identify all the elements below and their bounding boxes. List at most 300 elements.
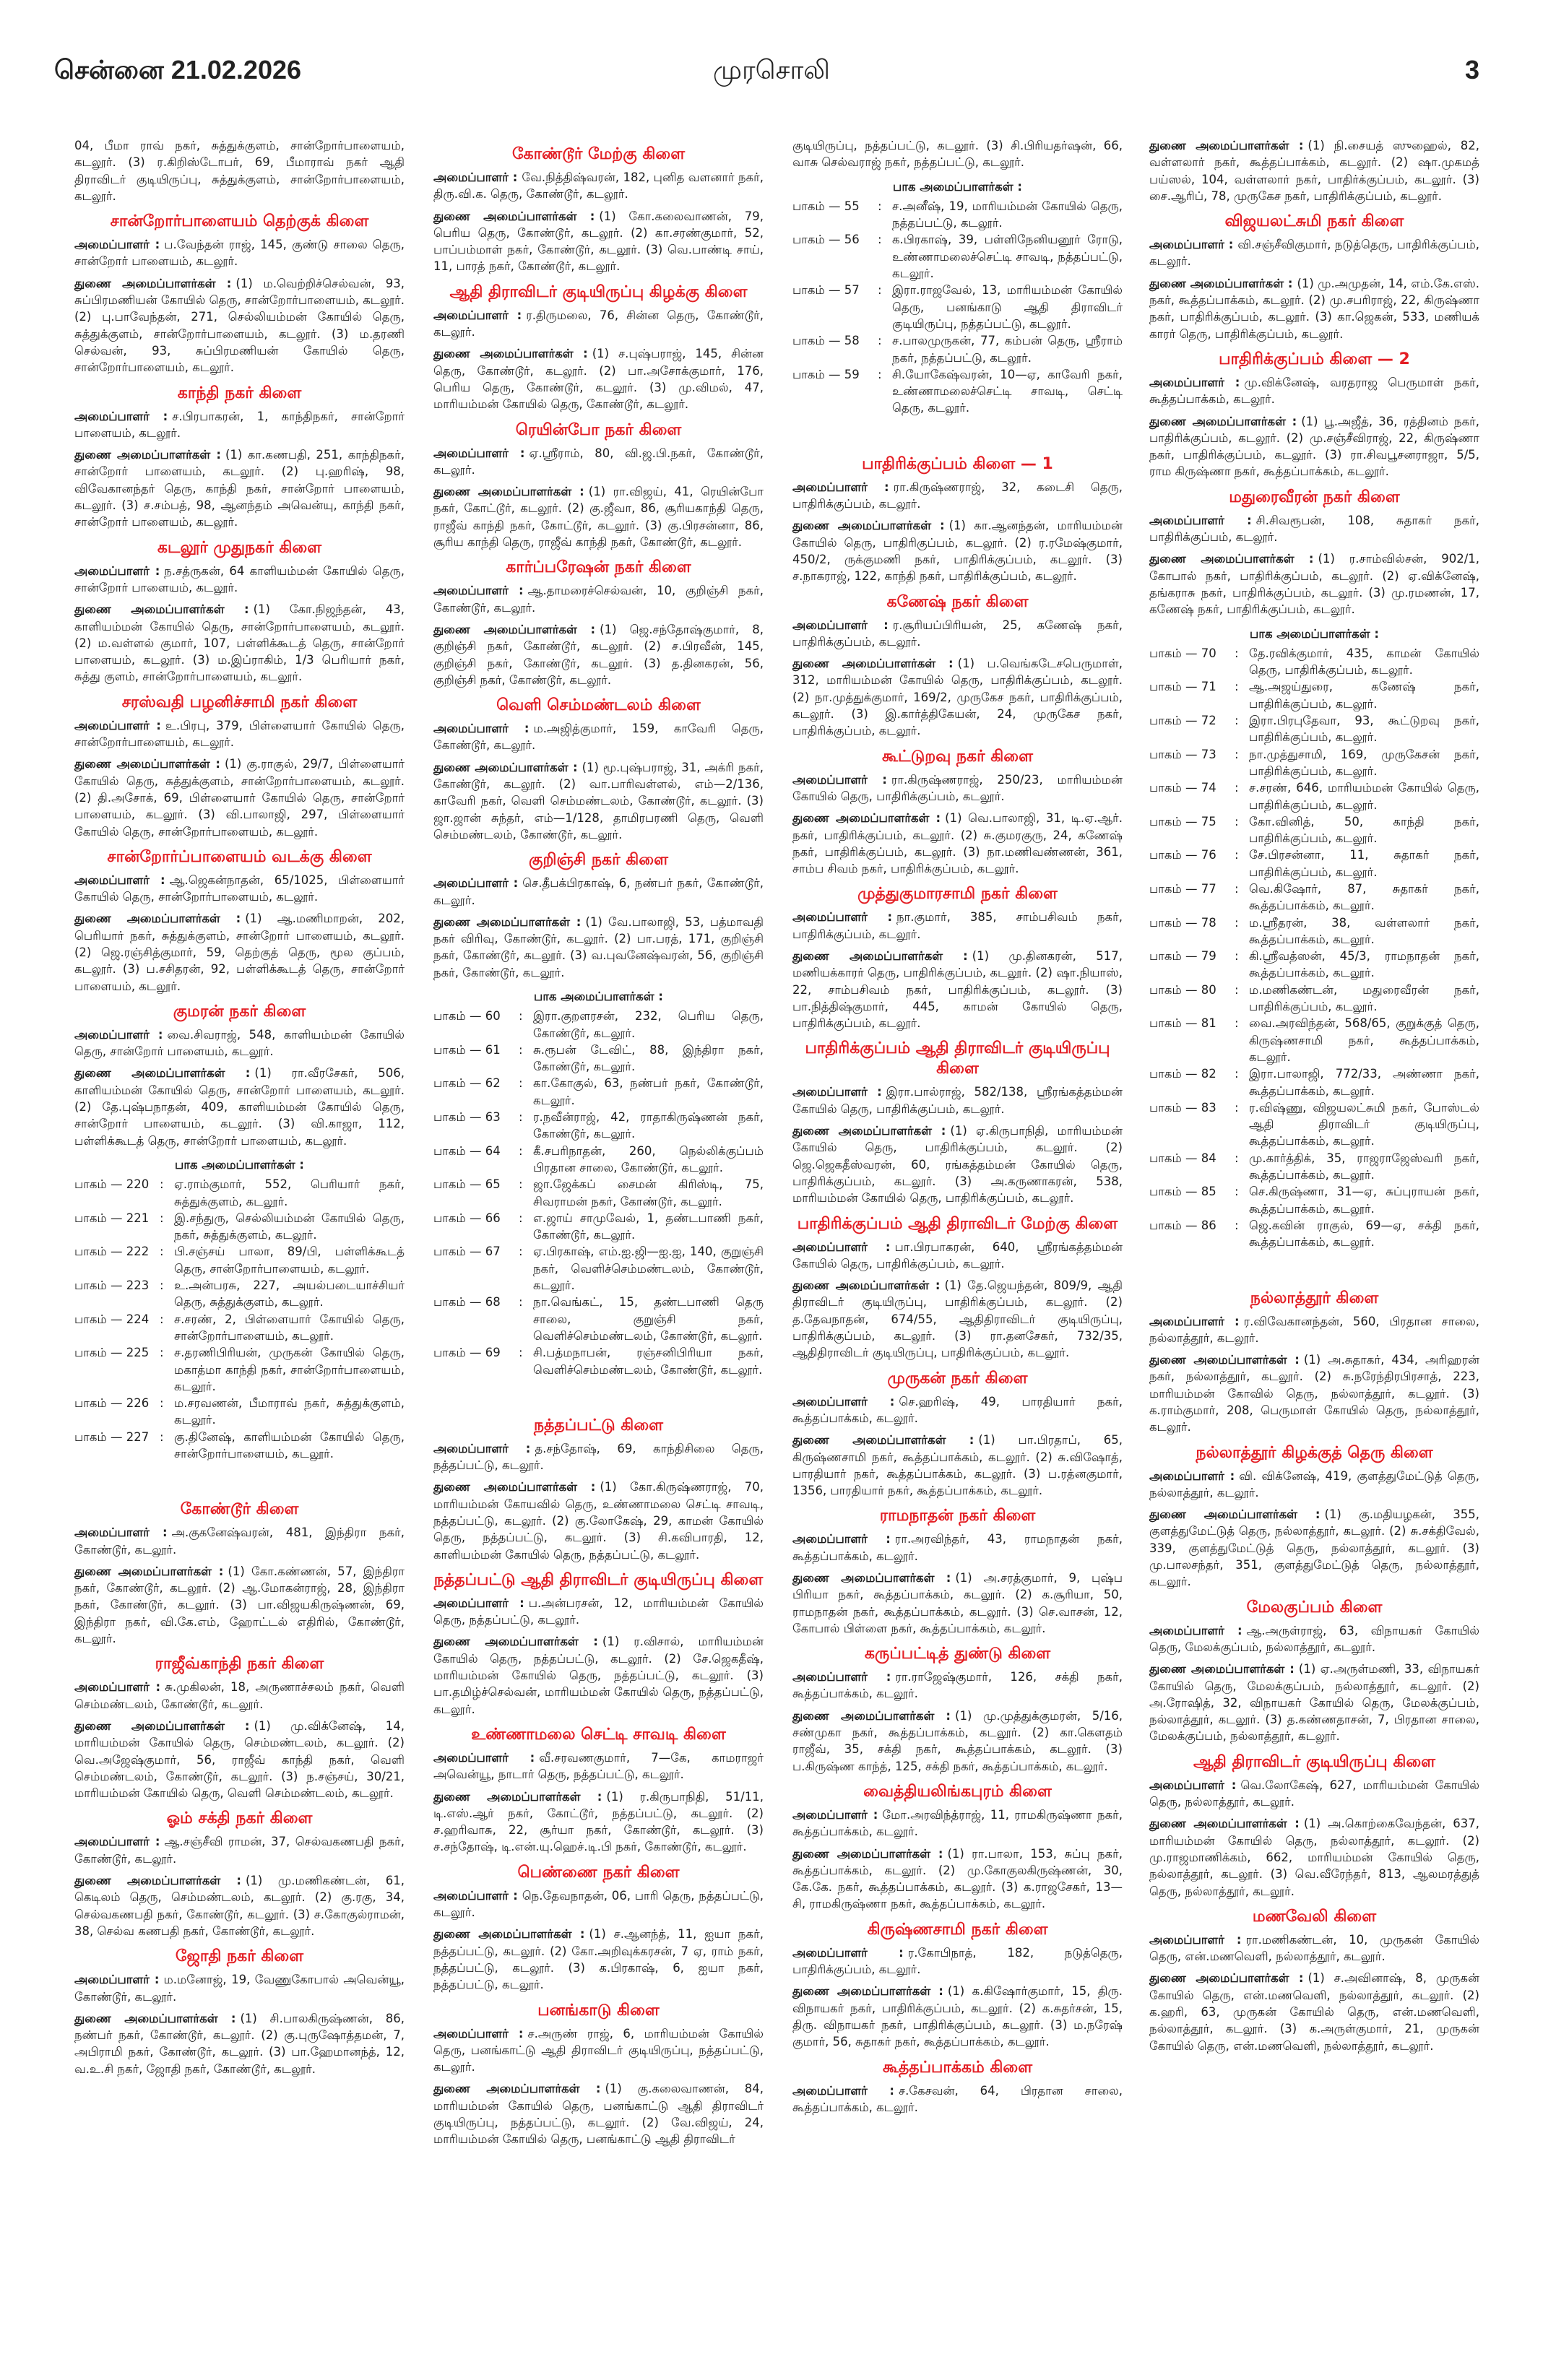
- deputies-details: (1) கு.மதியழகன், 355, குளத்துமேட்டுத் தெரு, நல்லாத்தூர், கடலூர். (2) சு.சக்திவேல், 339, குளத்துமேட்டுத் தெரு, நல்லாத்தூர், கடலூர். (3) மு.பாலசந்தர், 351, குளத்துமேட்டுத் தெரு, நல்லாத்தூர், கடலூர்.: [1149, 1507, 1479, 1589]
- booth-colon: :: [1235, 714, 1239, 728]
- booth-row: [1149, 1099, 1479, 1150]
- deputy-organizers-entry: [433, 1633, 764, 1717]
- deputy-organizers-entry: [433, 914, 764, 981]
- organizer-details: ர.விவேகானந்தன், 560, பிரதான சாலை, நல்லாத்தூர், கடலூர்.: [1149, 1314, 1479, 1345]
- booth-row: [1149, 948, 1479, 982]
- branch-heading: பாதிரிக்குப்பம் கிளை — 2: [1219, 350, 1410, 368]
- booth-organizers-list: [792, 178, 1123, 417]
- deputies-details: (1) ரா.பாலா, 153, சுப்பு நகர், கூத்தப்பாக்கம், கடலூர். (2) மு.கோகுலகிருஷ்ணன், 30, கே.கே. நகர், கூத்தப்பாக்கம், கடலூர். (3) க.ராஜசேகர், 13—சி, ராமகிருஷ்ணா நகர், கூத்தப்பாக்கம், கடலூர்.: [792, 1846, 1123, 1911]
- deputy-organizers-entry: [1149, 413, 1479, 480]
- deputy-organizers-entry: [433, 759, 764, 843]
- deputies-details: (1) அ.சுதாகர், 434, அரிஹரன் நகர், நல்லாத்தூர், கடலூர். (2) சு.நரேந்திரபிரசாத், 223, மாரியம்மன் கோவில் தெரு, நல்லாத்தூர், கடலூர். (3) க.ராம்குமார், 208, பெருமாள் கோயில் தெரு, நல்லாத்தூர், கடலூர்.: [1149, 1353, 1479, 1435]
- booth-row: [433, 1143, 764, 1177]
- organizer-details: ச.கேசவன், 64, பிரதான சாலை, கூத்தப்பாக்கம், கடலூர்.: [792, 2083, 1123, 2114]
- deputies-label: துணை அமைப்பாளர்கள் :: [792, 519, 945, 533]
- deputy-organizers-entry: [433, 345, 764, 412]
- organizer-label: அமைப்பாளர் :: [792, 2083, 894, 2098]
- organizer-entry: [74, 717, 405, 751]
- column-4: [1149, 137, 1479, 2059]
- organizer-entry: [1149, 236, 1479, 270]
- booth-row: [433, 1042, 764, 1076]
- booth-colon: :: [160, 1346, 164, 1360]
- organizer-details: ரா.அரவிந்தர், 43, ராமநாதன் நகர், கூத்தப்பாக்கம், கடலூர்.: [792, 1532, 1123, 1563]
- deputies-label: துணை அமைப்பாளர்கள் :: [1149, 1507, 1321, 1522]
- branch-heading: குமரன் நகர் கிளை: [173, 1002, 306, 1021]
- deputy-organizers-entry: [792, 1432, 1123, 1499]
- deputies-label: துணை அமைப்பாளர்கள் :: [433, 347, 588, 361]
- branch-heading: நத்தப்பட்டு கிளை: [533, 1416, 664, 1435]
- booth-organizer: ம.மணிகண்டன், மதுரைவீரன் நகர், பாதிரிக்குப்பம், கடலூர்.: [1249, 982, 1479, 1014]
- deputy-organizers-entry: [792, 1708, 1123, 1775]
- booth-number: பாகம் — 75: [1149, 814, 1216, 828]
- booth-colon: :: [1235, 1067, 1239, 1081]
- deputy-organizers-entry: [792, 655, 1123, 739]
- deputies-label: துணை அமைப்பாளர்கள் :: [1149, 1353, 1300, 1367]
- booth-colon: :: [1235, 915, 1239, 930]
- organizer-label: அமைப்பாளர் :: [433, 446, 525, 460]
- organizer-entry: [792, 2082, 1123, 2116]
- organizer-details: செ.ஹரிஷ், 49, பாரதியார் நகர், கூத்தப்பாக்கம், கடலூர்.: [792, 1394, 1123, 1425]
- deputy-organizers-entry: [74, 1065, 405, 1148]
- organizer-details: வை.சிவராஜ், 548, காளியம்மன் கோயில் தெரு, சான்றோர் பாளையம், கடலூர்.: [74, 1027, 405, 1059]
- organizer-label: அமைப்பாளர் :: [74, 1027, 163, 1042]
- deputies-details: (1) கோ.நிஜந்தன், 43, காளியம்மன் கோயில் தெரு, சான்றோர்பாளையம், கடலூர். (2) ம.வள்ளல் குமார், 107, பள்ளிக்கூடத் தெரு, சான்றோர் பாளையம், கடலூர். (3) ம.இப்ராகிம், 1/3 பெரியார் நகர், சுத்து குளம், சான்றோர்பாளையம், கடலூர்.: [74, 602, 405, 684]
- organizer-entry: [433, 2025, 764, 2076]
- organizer-label: அமைப்பாளர் :: [792, 1239, 891, 1254]
- organizer-entry: [74, 1833, 405, 1867]
- organizer-entry: [433, 875, 764, 909]
- organizer-label: அமைப்பாளர் :: [1149, 1468, 1235, 1483]
- organizer-label: அமைப்பாளர் :: [433, 1750, 535, 1765]
- deputy-organizers-entry: [433, 2080, 764, 2147]
- organizer-label: அமைப்பாளர் :: [1149, 1778, 1237, 1792]
- deputies-label: துணை அமைப்பாளர்கள் :: [1149, 414, 1297, 428]
- organizer-details: வி.சஞ்சீவிகுமார், நடுத்தெரு, பாதிரிக்குப்பம், கடலூர்.: [1149, 238, 1479, 269]
- deputy-organizers-entry: [74, 275, 405, 376]
- branch-heading: ராமநாதன் நகர் கிளை: [879, 1507, 1036, 1526]
- organizer-entry: [433, 582, 764, 616]
- booth-colon: :: [519, 1009, 523, 1024]
- booth-organizer: இரா.குறளரசன், 232, பெரிய தெரு, கோண்டூர், கடலூர்.: [533, 1009, 764, 1040]
- organizer-label: அமைப்பாளர் :: [792, 1945, 904, 1960]
- booth-number: பாகம் — 74: [1149, 781, 1216, 795]
- booth-organizer: கி.ஸ்ரீவத்ஸன், 45/3, ராமநாதன் நகர், கூத்தப்பாக்கம், கடலூர்.: [1249, 949, 1479, 980]
- booth-number: பாகம் — 73: [1149, 747, 1216, 761]
- deputies-label: துணை அமைப்பாளர்கள் :: [792, 1846, 943, 1861]
- organizer-entry: [792, 771, 1123, 805]
- organizer-entry: [433, 445, 764, 479]
- branch-heading: சான்றோர்ப்பாளையம் வடக்கு கிளை: [107, 847, 372, 866]
- booth-colon: :: [1235, 646, 1239, 660]
- booth-organizer: ச.தரணிபிரியன், முருகன் கோயில் தெரு, மகாத்மா காந்தி நகர், சான்றோர்பாளையம், கடலூர்.: [174, 1346, 405, 1393]
- organizer-details: ர.கோபிநாத், 182, நடுத்தெரு, பாதிரிக்குப்பம், கடலூர்.: [792, 1945, 1123, 1977]
- booth-number: பாகம் — 221: [74, 1211, 150, 1225]
- organizer-label: அமைப்பாளர் :: [1149, 1623, 1242, 1637]
- organizer-details: பா.பிரபாகரன், 640, ஸ்ரீரங்கத்தம்மன் கோயில் தெரு, பாதிரிக்குப்பம், கடலூர்.: [792, 1239, 1123, 1271]
- deputy-organizers-entry: [433, 1926, 764, 1993]
- booth-organizer: மு.கார்த்திக், 35, ராஜராஜேஸ்வரி நகர், கூத்தப்பாக்கம், கடலூர்.: [1249, 1151, 1479, 1182]
- organizer-details: வெ.லோகேஷ், 627, மாரியம்மன் கோயில் தெரு, நல்லாத்தூர், கடலூர்.: [1149, 1778, 1479, 1809]
- booth-number: பாகம் — 68: [433, 1295, 501, 1310]
- booth-row: [1149, 1150, 1479, 1184]
- booth-colon: :: [1235, 1100, 1239, 1115]
- deputies-label: துணை அமைப்பாளர்கள் :: [74, 757, 220, 771]
- booth-colon: :: [160, 1429, 164, 1444]
- deputies-label: துணை அமைப்பாளர்கள் :: [1149, 1662, 1295, 1676]
- booth-colon: :: [878, 199, 882, 213]
- booth-organizer: ஜெ.கவின் ராகுல், 69—ஏ, சக்தி நகர், கூத்தப்பாக்கம், கடலூர்.: [1249, 1218, 1479, 1250]
- booth-row: [1149, 678, 1479, 712]
- booth-number: பாகம் — 79: [1149, 949, 1216, 964]
- deputies-label: துணை அமைப்பாளர்கள் :: [433, 914, 582, 929]
- organizer-entry: [74, 563, 405, 597]
- deputies-details: (1) பா.பிரதாப், 65, கிருஷ்ணசாமி நகர், கூத்தப்பாக்கம், கடலூர். (2) சு.விஷோத், பாரதியார் நகர், கூத்தப்பாக்கம், கடலூர். (3) ப.ரத்னகுமார், 1356, பாரதியார் நகர், கூத்தப்பாக்கம், கடலூர்.: [792, 1433, 1123, 1498]
- organizer-label: அமைப்பாளர் :: [433, 1441, 531, 1455]
- branch-heading: ஜோதி நகர் கிளை: [175, 1947, 304, 1966]
- deputies-label: துணை அமைப்பாளர்கள் :: [433, 209, 595, 223]
- organizer-details: ச.அருண் ராஜ், 6, மாரியம்மன் கோயில் தெரு, பனங்காட்டு ஆதி திராவிடர் குடியிருப்பு, நத்தப்பட்டு, கடலூர்.: [433, 2026, 764, 2074]
- organizer-entry: [1149, 512, 1479, 546]
- booth-number: பாகம் — 80: [1149, 982, 1216, 997]
- deputies-details: (1) ஏ.அருள்மணி, 33, விநாயகர் கோயில் தெரு, மேலக்குப்பம், நல்லாத்தூர், கடலூர். (2) அ.ரோஷித், 32, விநாயகர் கோயில் தெரு, மேலக்குப்பம், நல்லாத்தூர், கடலூர். (3) த.கண்ணதாசன், 7, பிரதான சாலை, மேலக்குப்பம், நல்லாத்தூர், கடலூர்.: [1149, 1662, 1479, 1744]
- organizer-details: ஆ.ஜெகன்நாதன், 65/1025, பிள்ளையார் கோயில் தெரு, சான்றோர்பாளையம், கடலூர்.: [74, 873, 405, 904]
- deputies-details: (1) ப.வெங்கடேசபெருமாள், 312, மாரியம்மன் கோயில் தெரு, பாதிரிக்குப்பம், கடலூர். (2) நா.முத்துக்குமார், 169/2, முருகேச நகர், பாதிரிக்குப்பம், கடலூர். (3) இ.கார்த்திகேயன், 24, முருகேச நகர், பாதிரிக்குப்பம், கடலூர்.: [792, 657, 1123, 738]
- organizer-label: அமைப்பாளர் :: [792, 618, 889, 632]
- booth-organizer: ஜா.ஜேக்கப் சைமன் கிரிஸ்டி, 75, சிவராமன் நகர், கோண்டூர், கடலூர்.: [533, 1177, 764, 1208]
- organizer-details: ந.சத்ருகன், 64 காளியம்மன் கோயில் தெரு, சான்றோர் பாளையம், கடலூர்.: [74, 563, 405, 594]
- booth-number: பாகம் — 223: [74, 1278, 150, 1293]
- branch-heading: கிருஷ்ணசாமி நகர் கிளை: [867, 1920, 1048, 1939]
- deputies-label: துணை அமைப்பாளர்கள் :: [74, 1564, 224, 1578]
- organizer-entry: [74, 1971, 405, 2005]
- booth-number: பாகம் — 66: [433, 1211, 501, 1225]
- booth-organizer: ச.சரண், 646, மாரியம்மன் கோயில் தெரு, பாதிரிக்குப்பம், கடலூர்.: [1249, 781, 1479, 812]
- branch-heading: பாதிரிக்குப்பம் ஆதி திராவிடர் குடியிருப்பு கிளை: [805, 1039, 1110, 1078]
- booth-number: பாகம் — 83: [1149, 1100, 1216, 1115]
- booth-colon: :: [1235, 781, 1239, 795]
- organizer-label: அமைப்பாளர் :: [433, 170, 518, 184]
- organizer-label: அமைப்பாளர் :: [74, 1973, 160, 1987]
- organizer-entry: [792, 617, 1123, 651]
- deputies-label: துணை அமைப்பாளர்கள் :: [1149, 276, 1293, 290]
- booth-colon: :: [160, 1312, 164, 1326]
- branch-heading: மேலகுப்பம் கிளை: [1246, 1598, 1383, 1617]
- booth-colon: :: [1235, 982, 1239, 997]
- booth-number: பாகம் — 67: [433, 1245, 501, 1259]
- organizer-details: செ.தீபக்பிரகாஷ், 6, நண்பர் நகர், கோண்டூர், கடலூர்.: [433, 876, 764, 907]
- booth-row: [433, 1344, 764, 1378]
- organizer-details: ரா.ராஜேஷ்குமார், 126, சக்தி நகர், கூத்தப்பாக்கம், கடலூர்.: [792, 1670, 1123, 1701]
- booth-row: [433, 1210, 764, 1244]
- booth-colon: :: [519, 1076, 523, 1091]
- booth-colon: :: [160, 1396, 164, 1411]
- organizer-label: அமைப்பாளர் :: [792, 480, 889, 494]
- deputies-details: (1) மு.மணிகண்டன், 61, கெடிலம் தெரு, செம்மண்டலம், கடலூர். (2) கு.ரகு, 34, செல்வகணபதி நகர், கோண்டூர், கடலூர். (3) ச.கோகுல்ராமன், 38, செல்வ கணபதி நகர், கோண்டூர், கடலூர்.: [74, 1874, 405, 1938]
- booth-row: [1149, 1015, 1479, 1065]
- organizer-label: அமைப்பாளர் :: [433, 308, 522, 322]
- deputies-details: (1) வெ.பாலாஜி, 31, டி.ஏ.ஆர். நகர், பாதிரிக்குப்பம், கடலூர். (2) சு.குமரகுரு, 24, கணேஷ் நகர், பாதிரிக்குப்பம், கடலூர். (3) நா.மணிவண்ணன், 361, சாம்ப சிவம் நகர், பாதிரிக்குப்பம், கடலூர்.: [792, 811, 1123, 876]
- organizer-label: அமைப்பாளர் :: [1149, 1932, 1242, 1947]
- deputies-label: துணை அமைப்பாளர்கள் :: [792, 1984, 943, 1999]
- deputies-label: துணை அமைப்பாளர்கள் :: [792, 1278, 941, 1293]
- organizer-details: ரா.கிருஷ்ணராஜ், 250/23, மாரியம்மன் கோயில் தெரு, பாதிரிக்குப்பம், கடலூர்.: [792, 772, 1123, 803]
- organizer-entry: [433, 169, 764, 203]
- booth-row: [433, 1243, 764, 1294]
- deputies-details: (1) ச.புஷ்பராஜ், 145, சின்ன தெரு, கோண்டூர், கடலூர். (2) பா.அசோக்குமார், 176, பெரிய தெரு, கோண்டூர், கடலூர். (3) மு.விமல், 47, மாரியம்மன் கோயில் தெரு, கோண்டூர், கடலூர்.: [433, 347, 764, 412]
- booth-organizer: கீ.சபரிநாதன், 260, நெல்லிக்குப்பம் பிரதான சாலை, கோண்டூர், கடலூர்.: [533, 1143, 764, 1174]
- branch-heading: நல்லாத்தூர் கிழக்குத் தெரு கிளை: [1196, 1443, 1433, 1462]
- organizer-details: ஆ.அருள்ராஜ், 63, விநாயகர் கோயில் தெரு, மேலக்குப்பம், நல்லாத்தூர், கடலூர்.: [1149, 1623, 1479, 1654]
- deputy-organizers-entry: [433, 1479, 764, 1562]
- organizer-label: அமைப்பாளர் :: [74, 563, 160, 578]
- booth-colon: :: [878, 367, 882, 381]
- organizer-label: அமைப்பாளர் :: [74, 238, 160, 252]
- branch-heading: பெண்ணை நகர் கிளை: [517, 1863, 680, 1882]
- deputies-label: துணை அமைப்பாளர்கள் :: [1149, 1971, 1304, 1986]
- deputy-organizers-entry: [1149, 550, 1479, 618]
- booth-organizer: தே.ரவிக்குமார், 435, காமன் கோயில் தெரு, பாதிரிக்குப்பம், கடலூர்.: [1249, 646, 1479, 678]
- branch-heading: கோண்டூர் கிளை: [180, 1500, 299, 1519]
- booth-row: [74, 1344, 405, 1395]
- booth-organizer: ர.விஷ்ணு, விஜயலட்சுமி நகர், போஸ்டல் ஆதி திராவிடர் குடியிருப்பு, கூத்தப்பாக்கம், கடலூர்.: [1249, 1100, 1479, 1148]
- deputies-details: (1) க.கிஷோர்குமார், 15, திரு. விநாயகர் நகர், பாதிரிக்குப்பம், கடலூர். (2) க.சுதர்சன், 15, திரு. விநாயகர் நகர், பாதிரிக்குப்பம், கடலூர். (3) ம.நரேஷ் குமார், 56, சுதாகர் நகர், கூத்தப்பாக்கம், கடலூர்.: [792, 1984, 1123, 2049]
- branch-heading: கூத்தப்பாக்கம் கிளை: [882, 2058, 1033, 2077]
- booth-colon: :: [1235, 848, 1239, 862]
- booth-colon: :: [1235, 814, 1239, 828]
- booth-row: [1149, 746, 1479, 780]
- booth-organizers-list: [74, 1156, 405, 1462]
- deputies-details: (1) கா.கணபதி, 251, காந்திநகர், சான்றோர் பாளையம், கடலூர். (2) பு.ஹரிஷ், 98, விவேகானந்தர் தெரு, காந்தி நகர், சான்றோர் பாளையம், கடலூர். (3) ச.சம்பத், 98, ஆனந்தம் அவென்யு, காந்தி நகர், சான்றோர் பாளையம், கடலூர்.: [74, 448, 405, 529]
- deputies-details: (1) ரா.விஜய், 41, ரெயின்போ நகர், கோட்டூர், கடலூர். (2) கு.ஜீவா, 86, சூரியகாந்தி தெரு, ராஜீவ் காந்தி நகர், கோட்டூர், கடலூர். (3) கு.பிரசன்னா, 86, சூரிய காந்தி தெரு, ராஜீவ் காந்தி நகர், கோண்டூர், கடலூர்.: [433, 485, 764, 550]
- organizer-details: இரா.பால்ராஜ், 582/138, ஸ்ரீரங்கத்தம்மன் கோயில் தெரு, பாதிரிக்குப்பம், கடலூர்.: [792, 1085, 1123, 1116]
- booth-row: [1149, 847, 1479, 880]
- branch-heading: உண்ணாமலை செட்டி சாவடி கிளை: [471, 1725, 726, 1744]
- deputies-details: (1) வே.பாலாஜி, 53, பத்மாவதி நகர் விரிவு, கோண்டூர், கடலூர். (2) பா.பரத், 171, குறிஞ்சி நகர், கோண்டூர், கடலூர். (3) வ.புவனேஷ்வரன், 56, குறிஞ்சி நகர், கோண்டூர், கடலூர்.: [433, 914, 764, 979]
- booth-organizer: ச.அனீஷ், 19, மாரியம்மன் கோயில் தெரு, நத்தப்பட்டு, கடலூர்.: [892, 199, 1123, 230]
- booth-organizer: இரா.ராஜவேல், 13, மாரியம்மன் கோயில் தெரு, பனங்காடு ஆதி திராவிடர் குடியிருப்பு, நத்தப்பட்டு, கடலூர்.: [892, 283, 1123, 331]
- booth-colon: :: [519, 1346, 523, 1360]
- deputy-organizers-entry: [792, 810, 1123, 877]
- deputies-label: துணை அமைப்பாளர்கள் :: [433, 2082, 601, 2096]
- booth-number: பாகம் — 71: [1149, 680, 1216, 694]
- branch-heading: ஆதி திராவிடர் குடியிருப்பு கிளை: [1193, 1752, 1436, 1771]
- booth-organizer: கா.கோகுல், 63, நண்பர் நகர், கோண்டூர், கடலூர்.: [533, 1076, 764, 1107]
- deputies-label: துணை அமைப்பாளர்கள் :: [433, 1789, 602, 1804]
- booth-number: பாகம் — 82: [1149, 1067, 1216, 1081]
- booth-organizer: கோ.வினித், 50, காந்தி நகர், பாதிரிக்குப்பம், கடலூர்.: [1249, 814, 1479, 846]
- deputies-details: (1) ஜெ.சந்தோஷ்குமார், 8, குறிஞ்சி நகர், கோண்டூர், கடலூர். (2) ச.பிரவீன், 145, குறிஞ்சி நகர், கோண்டூர், கடலூர். (3) த.தினகரன், 56, குறிஞ்சி நகர், கோண்டூர், கடலூர்.: [433, 622, 764, 687]
- booth-organizers-title: பாக அமைப்பாளர்கள் :: [1250, 626, 1379, 641]
- deputies-label: துணை அமைப்பாளர்கள் :: [792, 1124, 946, 1138]
- branch-heading: வைத்தியலிங்கபுரம் கிளை: [863, 1782, 1052, 1801]
- booth-organizer: எ.ஜாய் சாமுவேல், 1, தண்டபாணி நகர், கோண்டூர், கடலூர்.: [533, 1211, 764, 1242]
- booth-number: பாகம் — 57: [792, 283, 860, 298]
- booth-row: [792, 282, 1123, 332]
- deputies-details: (1) மு.முத்துக்குமரன், 5/16, சண்முகா நகர், கூத்தப்பாக்கம், கடலூர். (2) கா.கௌதம் ராஜீவ், 35, சக்தி நகர், கூத்தப்பாக்கம், கடலூர். (3) ப.கிருஷ்ண காந்த், 125, சக்தி நகர், கூத்தப்பாக்கம், கடலூர்.: [792, 1708, 1123, 1773]
- organizer-details: த.சந்தோஷ், 69, காந்திசிலை தெரு, நத்தப்பட்டு, கடலூர்.: [433, 1441, 764, 1473]
- organizer-details: சு.முகிலன், 18, அருணாச்சலம் நகர், வெளி செம்மண்டலம், கோண்டூர், கடலூர்.: [74, 1680, 405, 1711]
- booth-number: பாகம் — 86: [1149, 1218, 1216, 1232]
- organizer-details: ப.வேந்தன் ராஜ், 145, குண்டு சாலை தெரு, சான்றோர் பாளையம், கடலூர்.: [74, 238, 405, 269]
- organizer-entry: [1149, 1468, 1479, 1502]
- booth-colon: :: [878, 283, 882, 298]
- deputies-label: துணை அமைப்பாளர்கள் :: [433, 622, 596, 636]
- organizer-label: அமைப்பாளர் :: [74, 718, 161, 732]
- booth-number: பாகம் — 224: [74, 1312, 150, 1326]
- page-number: 3: [1464, 55, 1479, 85]
- booth-organizer: ம.ஸ்ரீதரன், 38, வள்ளலார் நகர், கூத்தப்பாக்கம், கடலூர்.: [1249, 915, 1479, 946]
- organizer-label: அமைப்பாளர் :: [792, 1085, 882, 1099]
- booth-organizer: வெ.கிஷோர், 87, சுதாகர் நகர், கூத்தப்பாக்கம், கடலூர்.: [1249, 881, 1479, 913]
- deputies-details: (1) ர.சாம்வில்சன், 902/1, கோபால் நகர், பாதிரிக்குப்பம், கடலூர். (2) ஏ.விக்னேஷ், தங்கராசு நகர், பாதிரிக்குப்பம், கடலூர். (3) மு.ரமணன், 17, கணேஷ் நகர், பாதிரிக்குப்பம், கடலூர்.: [1149, 552, 1479, 617]
- deputies-label: துணை அமைப்பாளர்கள் :: [792, 1433, 974, 1448]
- organizer-details: ஏ.ஸ்ரீராம், 80, வி.ஜ.பி.நகர், கோண்டூர், கடலூர்.: [433, 446, 764, 477]
- booth-organizer: கு.தினேஷ், காளியம்மன் கோயில் தெரு, சான்றோர்பாளையம், கடலூர்.: [174, 1429, 405, 1461]
- organizer-entry: [792, 1083, 1123, 1117]
- deputy-organizers-entry: [433, 621, 764, 688]
- organizer-details: ஆ.சஞ்சீவி ராமன், 37, செல்வகணபதி நகர், கோண்டூர், கடலூர்.: [74, 1835, 405, 1866]
- booth-row: [792, 366, 1123, 417]
- booth-row: [74, 1243, 405, 1277]
- booth-organizer: செ.கிருஷ்ணா, 31—ஏ, சுப்புராயன் நகர், கூத்தப்பாக்கம், கடலூர்.: [1249, 1185, 1479, 1216]
- deputies-label: துணை அமைப்பாளர்கள் :: [74, 448, 221, 462]
- booth-number: பாகம் — 63: [433, 1110, 501, 1125]
- branch-heading: பாதிரிக்குப்பம் ஆதி திராவிடர் மேற்கு கிளை: [797, 1214, 1118, 1233]
- organizer-label: அமைப்பாளர் :: [433, 584, 524, 598]
- deputies-label: துணை அமைப்பாளர்கள் :: [74, 2011, 236, 2025]
- organizer-details: ஆ.தாமரைச்செல்வன், 10, குறிஞ்சி நகர், கோண்டூர், கடலூர்.: [433, 584, 764, 615]
- organizer-entry: [433, 307, 764, 341]
- organizer-entry: [74, 1026, 405, 1060]
- deputy-organizers-entry: [74, 2010, 405, 2077]
- masthead: [0, 55, 1543, 91]
- organizer-label: அமைப்பாளர் :: [74, 409, 168, 423]
- booth-colon: :: [160, 1245, 164, 1259]
- booth-colon: :: [1235, 949, 1239, 964]
- booth-row: [433, 1075, 764, 1109]
- organizer-details: ர.சூரியப்பிரியன், 25, கணேஷ் நகர், பாதிரிக்குப்பம், கடலூர்.: [792, 618, 1123, 649]
- organizer-details: உ.பிரபு, 379, பிள்ளையார் கோயில் தெரு, சான்றோர்பாளையம், கடலூர்.: [74, 718, 405, 750]
- deputies-details: (1) கோ.கலைவாணன், 79, பெரிய தெரு, கோண்டூர், கடலூர். (2) கா.சரண்குமார், 52, பாப்பம்மாள் நகர், கோண்டூர், கடலூர். (3) வெ.பாண்டி சாய், 11, பாரத் நகர், கோண்டூர், கடலூர்.: [433, 209, 764, 274]
- organizer-label: அமைப்பாளர் :: [74, 1526, 168, 1540]
- deputy-organizers-entry: [1149, 1351, 1479, 1435]
- booth-row: [792, 332, 1123, 366]
- booth-number: பாகம் — 227: [74, 1429, 150, 1444]
- continued-text: [792, 137, 1123, 171]
- booth-row: [1149, 1217, 1479, 1251]
- organizer-details: ரா.மணிகண்டன், 10, முருகன் கோயில் தெரு, என்.மணவெளி, நல்லாத்தூர், கடலூர்.: [1149, 1932, 1479, 1964]
- booth-number: பாகம் — 60: [433, 1009, 501, 1024]
- deputies-details: (1) கா.ஆனந்தன், மாரியம்மன் கோயில் தெரு, பாதிரிகுப்பம், கடலூர். (2) ர.ரமேஷ்குமார், 450/2, ருக்குமணி நகர், பாதிரிக்குப்பம், கடலூர். (3) ச.நாகராஜ், 122, காந்தி நகர், பாதிரிக்குப்பம், கடலூர்.: [792, 519, 1123, 584]
- booth-row: [433, 1176, 764, 1210]
- branch-heading: கோண்டூர் மேற்கு கிளை: [511, 145, 686, 163]
- booth-organizer: பி.சஞ்சய் பாலா, 89/பி, பள்ளிக்கூடத் தெரு, சான்றோர்பாளையம், கடலூர்.: [174, 1245, 405, 1276]
- deputies-label: துணை அமைப்பாளர்கள் :: [792, 1571, 951, 1585]
- organizer-label: அமைப்பாளர் :: [1149, 513, 1252, 527]
- deputy-organizers-entry: [74, 1563, 405, 1647]
- booth-organizer: நா.வெங்கட், 15, தண்டபாணி தெரு சாலை, குறுஞ்சி நகர், வெளிச்செம்மண்டலம், கோண்டூர், கடலூர்.: [533, 1295, 764, 1343]
- deputy-organizers-entry: [1149, 137, 1479, 204]
- deputies-label: துணை அமைப்பாளர்கள் :: [792, 811, 941, 826]
- deputy-organizers-entry: [792, 948, 1123, 1031]
- city-date: சென்னை 21.02.2026: [54, 55, 302, 85]
- deputy-organizers-entry: [433, 208, 764, 275]
- booth-organizer: இரா.பாலாஜி, 772/33, அண்ணா நகர், கூத்தப்பாக்கம், கடலூர்.: [1249, 1067, 1479, 1098]
- booth-row: [433, 1294, 764, 1344]
- branch-heading: காந்தி நகர் கிளை: [177, 384, 302, 402]
- branch-heading: நத்தப்பட்டு ஆதி திராவிடர் குடியிருப்பு கிளை: [433, 1570, 764, 1589]
- organizer-details: மு.விக்னேஷ், வரதராஜ பெருமாள் நகர், கூத்தப்பாக்கம், கடலூர்.: [1149, 375, 1479, 407]
- booth-row: [1149, 813, 1479, 847]
- booth-number: பாகம் — 70: [1149, 646, 1216, 660]
- organizer-entry: [792, 479, 1123, 513]
- organizer-entry: [74, 236, 405, 270]
- organizer-label: அமைப்பாளர் :: [74, 1680, 161, 1695]
- booth-organizer: சி.யோகேஷ்வரன், 10—ஏ, காவேரி நகர், உண்ணாமலைச்செட்டி சாவடி, செட்டி தெரு, கடலூர்.: [892, 367, 1123, 415]
- organizer-entry: [433, 1440, 764, 1474]
- branch-heading: கடலூர் முதுநகர் கிளை: [157, 538, 322, 557]
- booth-organizer: இ.சந்துரு, செல்லியம்மன் கோயில் தெரு, நகர், சுத்துக்குளம், கடலூர்.: [174, 1211, 405, 1242]
- booth-number: பாகம் — 72: [1149, 714, 1216, 728]
- organizer-label: அமைப்பாளர் :: [792, 1670, 891, 1684]
- booth-row: [433, 1109, 764, 1143]
- branch-heading: வெளி செம்மண்டலம் கிளை: [496, 696, 701, 715]
- booth-colon: :: [160, 1211, 164, 1225]
- booth-organizers-title: பாக அமைப்பாளர்கள் :: [893, 179, 1022, 194]
- booth-organizer: க.பிரகாஷ், 39, பள்ளிநேனியனூர் ரோடு, உண்ணாமலைச்செட்டி சாவடி, நத்தப்பட்டு, கடலூர்.: [892, 233, 1123, 281]
- booth-row: [74, 1176, 405, 1210]
- booth-row: [74, 1277, 405, 1311]
- deputies-label: துணை அமைப்பாளர்கள் :: [74, 1066, 251, 1081]
- organizer-label: அமைப்பாளர் :: [74, 873, 165, 887]
- branch-heading: பாதிரிக்குப்பம் கிளை — 1: [862, 454, 1053, 473]
- deputy-organizers-entry: [433, 483, 764, 550]
- booth-organizer: உ.அன்பரசு, 227, அயல்படையாச்சியர் தெரு, சுத்துக்குளம், கடலூர்.: [174, 1278, 405, 1310]
- deputies-details: (1) தே.ஜெயந்தன், 809/9, ஆதி திராவிடர் குடியிருப்பு, பாதிரிக்குப்பம், கடலூர். (2) த.தேவநாதன், 674/55, ஆதிதிராவிடர் குடியிருப்பு, பாதிரிக்குப்பம், கடலூர். (3) ரா.தனசேகர், 732/35, ஆதிதிராவிடர் குடியிருப்பு, பாதிரிக்குப்பம், கடலூர்.: [792, 1278, 1123, 1360]
- deputies-details: (1) மு.அமுதன், 14, எம்.கே.எஸ். நகர், கூத்தப்பாக்கம், கடலூர். (2) மு.சபரிராஜ், 22, கிருஷ்ணா நகர், பாதிரிக்குப்பம், கடலூர். (3) கா.ஜெகன், 533, மணியக் காரர் தெரு, பாதிரிக்குப்பம், கடலூர்.: [1149, 276, 1479, 341]
- deputies-label: துணை அமைப்பாளர்கள் :: [74, 602, 249, 617]
- organizer-details: ச.பிரபாகரன், 1, காந்திநகர், சான்றோர் பாளையம், கடலூர்.: [74, 409, 405, 440]
- deputies-details: (1) ரா.வீரசேகர், 506, காளியம்மன் கோயில் தெரு, சான்றோர் பாளையம், கடலூர். (2) தே.புஷ்பநாதன், 409, காளியம்மன் கோயில் தெரு, சான்றோர் பாளையம், கடலூர். (3) வி.காஜா, 112, பள்ளிக்கூடத் தெரு, சான்றோர் பாளையம், கடலூர்.: [74, 1066, 405, 1148]
- organizer-entry: [1149, 1313, 1479, 1347]
- booth-colon: :: [519, 1211, 523, 1225]
- booth-colon: :: [878, 334, 882, 348]
- deputies-details: (1) மூ.புஷ்பராஜ், 31, அக்ரி நகர், கோண்டூர், கடலூர். (2) வா.பாரிவள்ளல், எம்—2/136, காவேரி நகர், வெளி செம்மண்டலம், கோண்டூர், கடலூர். (3) ஜா.ஜான் சுந்தர், எம்—1/128, தாமிரபரணி தெரு, வெளி செம்மண்டலம், கோண்டூர், கடலூர்.: [433, 760, 764, 841]
- booth-number: பாகம் — 84: [1149, 1151, 1216, 1165]
- organizer-entry: [792, 1806, 1123, 1840]
- booth-row: [1149, 1183, 1479, 1217]
- deputy-organizers-entry: [74, 446, 405, 530]
- organizer-label: அமைப்பாளர் :: [792, 772, 887, 787]
- branch-heading: சரஸ்வதி பழனிச்சாமி நகர் கிளை: [121, 693, 358, 711]
- deputies-details: (1) கு.கலைவாணன், 84, மாரியம்மன் கோயில் தெரு, பனங்காட்டு ஆதி திராவிடர் குடியிருப்பு, நத்தப்பட்டு, கடலூர். (2) வே.விஜய், 24, மாரியம்மன் கோயில் தெரு, பனங்காட்டு ஆதி திராவிடர்: [433, 2082, 764, 2147]
- organizer-entry: [433, 1595, 764, 1629]
- organizer-entry: [1149, 1777, 1479, 1811]
- branch-heading: ஓம் சக்தி நகர் கிளை: [166, 1809, 313, 1828]
- booth-number: பாகம் — 62: [433, 1076, 501, 1091]
- branch-heading: விஜயலட்சுமி நகர் கிளை: [1224, 212, 1404, 231]
- text: 04, பீமா ராவ் நகர், சுத்துக்குளம், சான்றோர்பாளையம், கடலூர். (3) ர.கிறிஸ்டோபர், 69, பீமாராவ் நகர் ஆதி திராவிடர் குடியிருப்பு, சுத்துக்குளம், சான்றோர்பாளையம், கடலூர்.: [74, 139, 405, 203]
- booth-row: [1149, 982, 1479, 1016]
- branch-heading: முருகன் நகர் கிளை: [887, 1369, 1028, 1388]
- organizer-details: அ.குகனேஷ்வரன், 481, இந்திரா நகர், கோண்டூர், கடலூர்.: [74, 1526, 405, 1557]
- deputy-organizers-entry: [74, 1718, 405, 1801]
- booth-organizer: சு.ரூபன் டேவிட், 88, இந்திரா நகர், கோண்டூர், கடலூர்.: [533, 1042, 764, 1074]
- deputy-organizers-entry: [74, 1872, 405, 1939]
- deputies-label: துணை அமைப்பாளர்கள் :: [433, 1927, 585, 1942]
- deputies-label: துணை அமைப்பாளர்கள் :: [792, 948, 968, 963]
- deputies-details: (1) கோ.கிருஷ்ணராஜ், 70, மாரியம்மன் கோயவில் தெரு, உண்ணாமலை செட்டி சாவடி, நத்தப்பட்டு, கடலூர். (2) கு.லோகேஷ், 29, காமன் கோயில் தெரு, நத்தப்பட்டு, கடலூர். (3) சி.கவிபாரதி, 12, காளியம்மன் கோயில் தெரு, நத்தப்பட்டு, கடலூர்.: [433, 1480, 764, 1562]
